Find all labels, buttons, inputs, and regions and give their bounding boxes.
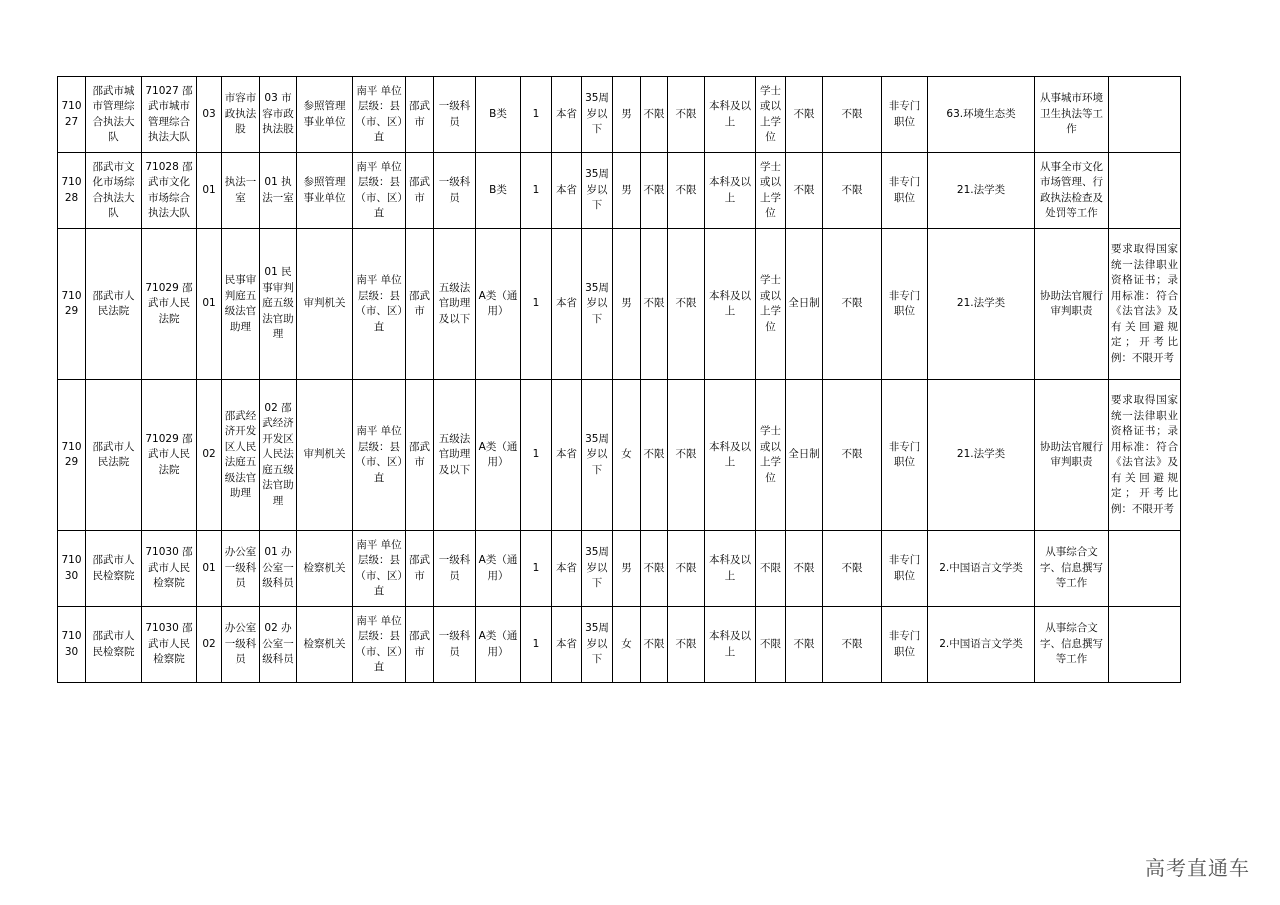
cell-city: 邵武市 — [406, 153, 434, 229]
cell-nature: 参照管理事业单位 — [297, 153, 353, 229]
table-row — [58, 77, 1181, 153]
cell-minority: 不限 — [641, 531, 668, 607]
table-row — [58, 153, 1181, 229]
cell-pos-full: 03 市容市政执法股 — [260, 77, 297, 153]
cell-code: 71029 — [58, 380, 86, 531]
cell-nature: 检察机关 — [297, 531, 353, 607]
cell-pos-full: 02 办公室一级科员 — [260, 607, 297, 683]
cell-degree: 学士或以上学位 — [756, 153, 786, 229]
cell-unit: 71027 邵武市城市管理综合执法大队 — [142, 77, 197, 153]
cell-gender: 男 — [613, 77, 641, 153]
cell-minority: 不限 — [641, 380, 668, 531]
cell-org: 邵武市城市管理综合执法大队 — [86, 77, 142, 153]
cell-pos-name: 办公室一级科员 — [222, 607, 260, 683]
cell-experience: 不限 — [823, 380, 882, 531]
cell-unit: 71030 邵武市人民检察院 — [142, 531, 197, 607]
cell-study: 全日制 — [786, 229, 823, 380]
cell-political: 不限 — [668, 77, 705, 153]
cell-major: 21.法学类 — [928, 153, 1035, 229]
cell-study: 不限 — [786, 531, 823, 607]
cell-rank: 一级科员 — [434, 77, 476, 153]
cell-unit: 71029 邵武市人民法院 — [142, 229, 197, 380]
cell-experience: 不限 — [823, 607, 882, 683]
cell-special: 非专门职位 — [882, 153, 928, 229]
cell-gender: 女 — [613, 380, 641, 531]
cell-unit: 71028 邵武市文化市场综合执法大队 — [142, 153, 197, 229]
cell-age: 35周岁以下 — [582, 77, 613, 153]
cell-source: 本省 — [552, 380, 582, 531]
table-row — [58, 380, 1181, 531]
cell-age: 35周岁以下 — [582, 531, 613, 607]
cell-count: 1 — [521, 380, 552, 531]
table-row — [58, 531, 1181, 607]
cell-political: 不限 — [668, 153, 705, 229]
cell-exam: A类（通用） — [476, 607, 521, 683]
cell-pos-full: 01 办公室一级科员 — [260, 531, 297, 607]
cell-pos-name: 办公室一级科员 — [222, 531, 260, 607]
cell-special: 非专门职位 — [882, 77, 928, 153]
cell-minority: 不限 — [641, 153, 668, 229]
cell-level: 南平 单位层级：县（市、区）直 — [353, 531, 406, 607]
cell-pos-full: 02 邵武经济开发区人民法庭五级法官助理 — [260, 380, 297, 531]
cell-special: 非专门职位 — [882, 229, 928, 380]
cell-nature: 检察机关 — [297, 607, 353, 683]
cell-pos-name: 执法一室 — [222, 153, 260, 229]
cell-degree: 不限 — [756, 607, 786, 683]
cell-pos-code: 02 — [197, 607, 222, 683]
cell-rank: 五级法官助理及以下 — [434, 380, 476, 531]
cell-political: 不限 — [668, 229, 705, 380]
cell-code: 71030 — [58, 607, 86, 683]
cell-education: 本科及以上 — [705, 77, 756, 153]
cell-city: 邵武市 — [406, 77, 434, 153]
cell-gender: 女 — [613, 607, 641, 683]
cell-duty: 从事城市环境卫生执法等工作 — [1035, 77, 1109, 153]
cell-exam: A类（通用） — [476, 229, 521, 380]
cell-minority: 不限 — [641, 77, 668, 153]
cell-org: 邵武市人民检察院 — [86, 531, 142, 607]
cell-gender: 男 — [613, 153, 641, 229]
cell-pos-code: 01 — [197, 229, 222, 380]
cell-special: 非专门职位 — [882, 380, 928, 531]
cell-education: 本科及以上 — [705, 380, 756, 531]
cell-exam: A类（通用） — [476, 531, 521, 607]
cell-pos-full: 01 民事审判庭五级法官助理 — [260, 229, 297, 380]
cell-rank: 一级科员 — [434, 531, 476, 607]
cell-minority: 不限 — [641, 607, 668, 683]
cell-special: 非专门职位 — [882, 531, 928, 607]
cell-degree: 学士或以上学位 — [756, 380, 786, 531]
cell-minority: 不限 — [641, 229, 668, 380]
cell-nature: 审判机关 — [297, 229, 353, 380]
cell-count: 1 — [521, 77, 552, 153]
cell-education: 本科及以上 — [705, 531, 756, 607]
cell-source: 本省 — [552, 607, 582, 683]
cell-age: 35周岁以下 — [582, 229, 613, 380]
cell-major: 2.中国语言文学类 — [928, 531, 1035, 607]
cell-pos-name: 民事审判庭五级法官助理 — [222, 229, 260, 380]
cell-note — [1109, 77, 1181, 153]
cell-org: 邵武市人民法院 — [86, 380, 142, 531]
cell-note — [1109, 607, 1181, 683]
table-body — [58, 77, 1181, 683]
cell-degree: 学士或以上学位 — [756, 229, 786, 380]
cell-level: 南平 单位层级：县（市、区）直 — [353, 607, 406, 683]
cell-pos-name: 邵武经济开发区人民法庭五级法官助理 — [222, 380, 260, 531]
cell-major: 2.中国语言文学类 — [928, 607, 1035, 683]
cell-experience: 不限 — [823, 153, 882, 229]
cell-special: 非专门职位 — [882, 607, 928, 683]
cell-experience: 不限 — [823, 229, 882, 380]
cell-pos-code: 01 — [197, 153, 222, 229]
cell-source: 本省 — [552, 229, 582, 380]
cell-level: 南平 单位层级：县（市、区）直 — [353, 77, 406, 153]
cell-city: 邵武市 — [406, 531, 434, 607]
cell-note — [1109, 531, 1181, 607]
cell-level: 南平 单位层级：县（市、区）直 — [353, 380, 406, 531]
cell-age: 35周岁以下 — [582, 607, 613, 683]
cell-nature: 参照管理事业单位 — [297, 77, 353, 153]
cell-org: 邵武市文化市场综合执法大队 — [86, 153, 142, 229]
cell-duty: 协助法官履行审判职责 — [1035, 229, 1109, 380]
cell-duty: 从事综合文字、信息撰写等工作 — [1035, 531, 1109, 607]
cell-exam: B类 — [476, 77, 521, 153]
cell-city: 邵武市 — [406, 229, 434, 380]
cell-gender: 男 — [613, 229, 641, 380]
cell-degree: 不限 — [756, 531, 786, 607]
cell-political: 不限 — [668, 607, 705, 683]
cell-code: 71029 — [58, 229, 86, 380]
cell-duty: 从事全市文化市场管理、行政执法检查及处罚等工作 — [1035, 153, 1109, 229]
cell-rank: 五级法官助理及以下 — [434, 229, 476, 380]
cell-level: 南平 单位层级：县（市、区）直 — [353, 153, 406, 229]
cell-org: 邵武市人民检察院 — [86, 607, 142, 683]
cell-study: 不限 — [786, 77, 823, 153]
cell-education: 本科及以上 — [705, 607, 756, 683]
cell-note: 要求取得国家统一法律职业资格证书；录用标准：符合《法官法》及有关回避规定；开考比例：不限开考 — [1109, 380, 1181, 531]
cell-rank: 一级科员 — [434, 607, 476, 683]
cell-study: 全日制 — [786, 380, 823, 531]
cell-pos-full: 01 执法一室 — [260, 153, 297, 229]
cell-pos-code: 03 — [197, 77, 222, 153]
cell-degree: 学士或以上学位 — [756, 77, 786, 153]
cell-code: 71027 — [58, 77, 86, 153]
cell-experience: 不限 — [823, 77, 882, 153]
cell-city: 邵武市 — [406, 380, 434, 531]
cell-pos-code: 01 — [197, 531, 222, 607]
cell-source: 本省 — [552, 77, 582, 153]
cell-org: 邵武市人民法院 — [86, 229, 142, 380]
cell-gender: 男 — [613, 531, 641, 607]
cell-source: 本省 — [552, 531, 582, 607]
recruitment-table — [57, 76, 1181, 683]
cell-duty: 从事综合文字、信息撰写等工作 — [1035, 607, 1109, 683]
cell-experience: 不限 — [823, 531, 882, 607]
cell-unit: 71029 邵武市人民法院 — [142, 380, 197, 531]
cell-pos-code: 02 — [197, 380, 222, 531]
table-row — [58, 229, 1181, 380]
cell-major: 63.环境生态类 — [928, 77, 1035, 153]
cell-unit: 71030 邵武市人民检察院 — [142, 607, 197, 683]
cell-rank: 一级科员 — [434, 153, 476, 229]
cell-note: 要求取得国家统一法律职业资格证书；录用标准：符合《法官法》及有关回避规定；开考比例：不限开考 — [1109, 229, 1181, 380]
cell-study: 不限 — [786, 607, 823, 683]
cell-major: 21.法学类 — [928, 229, 1035, 380]
cell-count: 1 — [521, 153, 552, 229]
cell-count: 1 — [521, 229, 552, 380]
cell-major: 21.法学类 — [928, 380, 1035, 531]
cell-age: 35周岁以下 — [582, 153, 613, 229]
cell-study: 不限 — [786, 153, 823, 229]
cell-count: 1 — [521, 531, 552, 607]
watermark: 高考直通车 — [1145, 856, 1250, 880]
cell-source: 本省 — [552, 153, 582, 229]
cell-duty: 协助法官履行审判职责 — [1035, 380, 1109, 531]
cell-education: 本科及以上 — [705, 229, 756, 380]
cell-count: 1 — [521, 607, 552, 683]
cell-city: 邵武市 — [406, 607, 434, 683]
cell-code: 71028 — [58, 153, 86, 229]
cell-note — [1109, 153, 1181, 229]
cell-code: 71030 — [58, 531, 86, 607]
cell-education: 本科及以上 — [705, 153, 756, 229]
cell-political: 不限 — [668, 380, 705, 531]
cell-nature: 审判机关 — [297, 380, 353, 531]
cell-pos-name: 市容市政执法股 — [222, 77, 260, 153]
table-row — [58, 607, 1181, 683]
cell-level: 南平 单位层级：县（市、区）直 — [353, 229, 406, 380]
cell-age: 35周岁以下 — [582, 380, 613, 531]
cell-exam: B类 — [476, 153, 521, 229]
cell-exam: A类（通用） — [476, 380, 521, 531]
cell-political: 不限 — [668, 531, 705, 607]
